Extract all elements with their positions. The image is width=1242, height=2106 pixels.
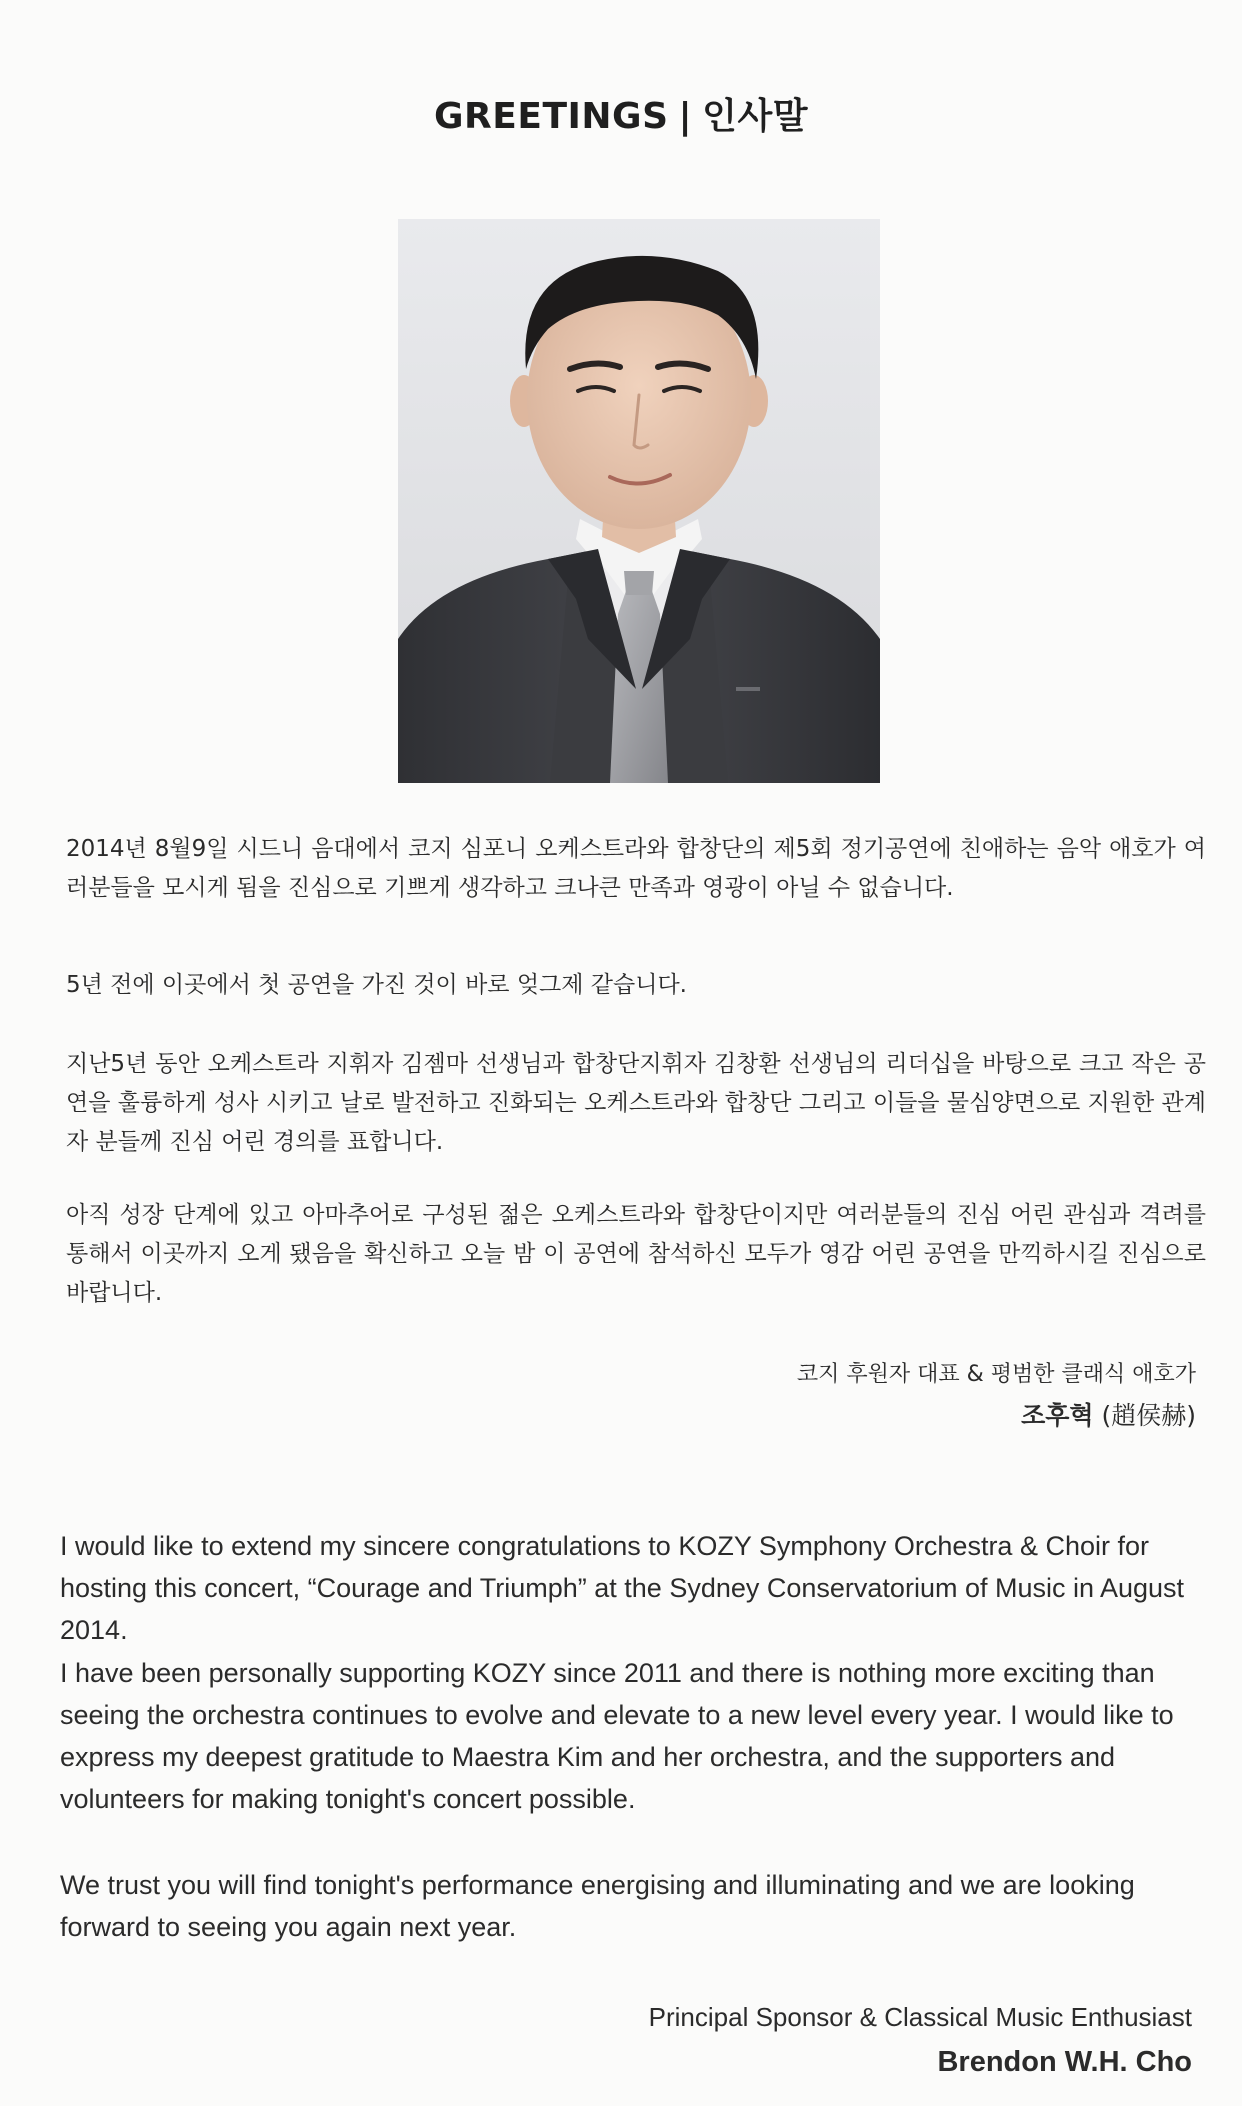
sponsor-portrait <box>398 219 880 783</box>
korean-signature-role: 코지 후원자 대표 & 평범한 클래식 애호가 <box>796 1362 1196 1387</box>
english-signature <box>649 1995 1192 2085</box>
english-greeting-2 <box>60 1652 1200 1820</box>
english-signature-name: Brendon W.H. Cho <box>937 2046 1192 2078</box>
korean-paragraph: 5년 전에 이곳에서 첫 공연을 가진 것이 바로 엊그제 같습니다. <box>66 972 687 998</box>
english-signature-role: Principal Sponsor & Classical Music Enthusiast <box>648 2002 1192 2032</box>
korean-paragraph: 지난5년 동안 오케스트라 지휘자 김젬마 선생님과 합창단지휘자 김창환 선생님의 리더십을 바탕으로 크고 작은 공연을 훌륭하게 성사 시키고 날로 발전하고 진화되는 오케스트라와 합창단 그리고 이들을 물심양면으로 지원한 관계자 분들께 진심 어린 경의를 표합니다. <box>66 1051 1206 1155</box>
korean-greeting-3 <box>66 1045 1206 1162</box>
korean-signature-name <box>797 1394 1196 1438</box>
korean-name: 조후혁 <box>1021 1401 1094 1430</box>
english-paragraph: I have been personally supporting KOZY since 2011 and there is nothing more exciting than seeing the orchestra continues to evolve and elevate to a new level every year. I would like to express my deepest gratitude to Maestra Kim and her orchestra, and the supporters and volunteers for making tonight's concert possible. <box>60 1658 1174 1814</box>
korean-greeting-2 <box>66 966 1206 1005</box>
korean-greeting-4 <box>66 1196 1206 1313</box>
portrait-illustration <box>398 219 880 783</box>
title-english: GREETINGS <box>434 96 669 137</box>
korean-paragraph: 2014년 8월9일 시드니 음대에서 코지 심포니 오케스트라와 합창단의 제5회 정기공연에 친애하는 음악 애호가 여러분들을 모시게 됨을 진심으로 기쁘게 생각하고 크나큰 만족과 영광이 아닐 수 없습니다. <box>66 836 1206 901</box>
title-korean: 인사말 <box>702 96 808 137</box>
korean-paragraph: 아직 성장 단계에 있고 아마추어로 구성된 젊은 오케스트라와 합창단이지만 여러분들의 진심 어린 관심과 격려를 통해서 이곳까지 오게 됐음을 확신하고 오늘 밤 이 공연에 참석하신 모두가 영감 어린 공연을 만끽하시길 진심으로 바랍니다. <box>66 1202 1206 1306</box>
page-title <box>0 88 1242 139</box>
korean-signature <box>797 1356 1196 1438</box>
english-paragraph: We trust you will find tonight's performance energising and illuminating and we are looking forward to seeing you again next year. <box>60 1870 1135 1942</box>
title-separator: | <box>678 96 693 137</box>
korean-name-hanja: (趙侯赫) <box>1101 1401 1196 1430</box>
english-paragraph: I would like to extend my sincere congratulations to KOZY Symphony Orchestra & Choir for hosting this concert, “Courage and Triumph” at the Sydney Conservatorium of Music in August 2014. <box>60 1531 1185 1645</box>
english-greeting <box>60 1525 1200 1651</box>
korean-greeting <box>66 830 1206 908</box>
english-greeting-3 <box>60 1864 1200 1948</box>
